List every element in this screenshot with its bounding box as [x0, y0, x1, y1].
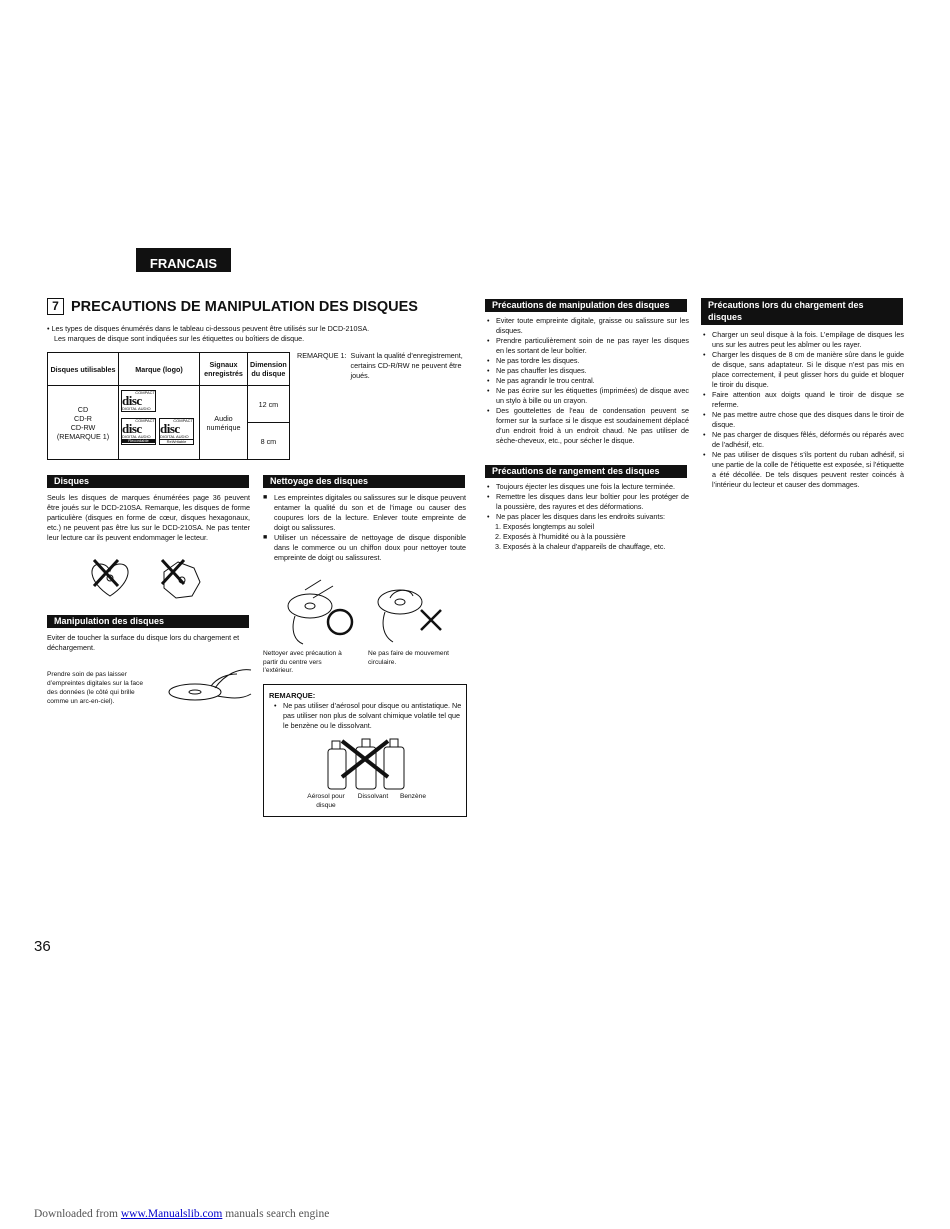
remarque-text: • Ne pas utiliser d’aérosol pour disque ou antistatique. Ne pas utiliser non plus de solvant chimique volatile tel que le benzène ou le dissolvant.: [283, 701, 464, 731]
place-item: 3. Exposés à la chaleur d’appareils de chauffage, etc.: [495, 542, 666, 551]
caption-ok: Nettoyer avec précaution à partir du centre vers l’extérieur.: [263, 650, 342, 674]
note-1: [297, 351, 467, 381]
ng-cross-icon: [421, 610, 441, 630]
download-footer: [34, 1208, 329, 1220]
benzene-bottle-icon: [384, 747, 404, 789]
logo-digital-audio-text: DIGITAL AUDIO: [160, 434, 189, 439]
label-benzene: Benzène: [399, 793, 426, 800]
label-dissolvant: Dissolvant: [357, 793, 389, 800]
logo-cell: [119, 386, 200, 460]
section-title-text: PRECAUTIONS DE MANIPULATION DES DISQUES: [71, 298, 418, 315]
signal-cell: Audio numérique: [200, 386, 248, 460]
logo-digital-audio-text: DIGITAL AUDIO: [122, 434, 151, 439]
size-cell: 8 cm: [248, 423, 290, 460]
page-number: 36: [34, 938, 51, 955]
hand-holding-disc-illustration: [165, 660, 253, 706]
place-item: 2. Exposés à l’humidité ou à la poussière: [495, 532, 626, 541]
aerosol-can-icon: [328, 749, 346, 789]
cross-icon: [342, 741, 388, 777]
list-item: • Remettre les disques dans leur boîtier pour les protéger de la poussière, des rayures et des déformations.: [496, 492, 689, 512]
prec-manip-list: [485, 316, 689, 446]
logo-compact-text: COMPACT: [173, 418, 193, 423]
footer-prefix: Downloaded from: [34, 1208, 118, 1220]
cross-icon: [94, 560, 118, 586]
list-item: • Ne pas mettre autre chose que des disques dans le tiroir de disque.: [712, 410, 904, 430]
remarque-box: [263, 684, 467, 817]
manipulation-text: Eviter de toucher la surface du disque lors du chargement et déchargement.: [47, 633, 240, 652]
manualslib-link[interactable]: www.Manualslib.com: [120, 1208, 223, 1220]
list-item: • Eviter toute empreinte digitale, graisse ou salissure sur les disques.: [496, 316, 689, 336]
solvent-bottles-illustration: [326, 737, 408, 793]
manipulation-heading: Manipulation des disques: [47, 615, 249, 628]
list-item: • Ne pas agrandir le trou central.: [496, 376, 689, 386]
section-title: [47, 298, 477, 315]
list-item: • Ne pas chauffer les disques.: [496, 366, 689, 376]
disc-type: CD-R: [74, 413, 92, 423]
place-item: 1. Exposés longtemps au soleil: [495, 522, 595, 531]
compact-disc-rewritable-logo: [159, 418, 194, 445]
note-1-text: Suivant la qualité d’enregistrement, certains CD-R/RW ne peuvent être joués.: [350, 351, 463, 380]
cross-icon: [162, 560, 184, 584]
logo-disc-text: disc: [122, 421, 142, 436]
logo-disc-text: disc: [122, 393, 142, 408]
table-header: Dimension du disque: [248, 353, 290, 386]
note-1-label: REMARQUE 1:: [297, 351, 347, 360]
list-item: • Toujours éjecter les disques une fois la lecture terminée.: [496, 482, 689, 492]
logo-rewritable-text: ReWritable: [160, 439, 193, 444]
section-intro: [47, 324, 467, 344]
footer-suffix: manuals search engine: [225, 1208, 330, 1220]
prec-rangement-list: [485, 482, 689, 552]
table-header: Signaux enregistrés: [200, 353, 248, 386]
discs-cell: [48, 386, 119, 460]
section-number: 7: [47, 298, 64, 315]
ok-circle-icon: [328, 610, 352, 634]
nettoyage-list: [263, 493, 466, 563]
logo-recordable-text: Recordable: [122, 439, 155, 443]
list-item: • Ne pas placer les disques dans les endroits suivants:: [496, 512, 689, 522]
nettoyage-heading: Nettoyage des disques: [263, 475, 465, 488]
disc-table: [47, 352, 290, 460]
language-tab: FRANCAIS: [136, 248, 231, 272]
prec-rangement-heading: Précautions de rangement des disques: [485, 465, 687, 478]
prec-chargement-heading: Précautions lors du chargement des disques: [701, 298, 903, 325]
logo-disc-text: disc: [160, 421, 180, 436]
intro-line-2: Les marques de disque sont indiquées sur les étiquettes ou boîtiers de disque.: [54, 334, 305, 343]
disques-heading: Disques: [47, 475, 249, 488]
prec-chargement-list: [701, 330, 904, 490]
label-aerosol: Aérosol pour disque: [307, 793, 345, 809]
remarque-heading: REMARQUE:: [269, 691, 316, 700]
list-item: • Ne pas utiliser de disques s’ils portent du ruban adhésif, si une partie de la colle de l’étiquette est exposée, si l’étiquette a été décollée. De tels disques peuvent rester coincés à l’intérieur du lecteur et causer des dommages.: [712, 450, 904, 490]
intro-line-1: • Les types de disques énumérés dans le tableau ci-dessous peuvent être utilisés sur le DCD-210SA.: [47, 324, 370, 333]
list-item: • Faire attention aux doigts quand le tiroir de disque se referme.: [712, 390, 904, 410]
logo-compact-text: COMPACT: [135, 390, 155, 395]
table-header: Disques utilisables: [48, 353, 119, 386]
disques-text: Seuls les disques de marques énumérées page 36 peuvent être joués sur le DCD-210SA. Remarque, les disques de forme particulière (disques en forme de cœur, disques hexagonaux, etc.) ne peuvent pas être lus sur le DCD-210SA. Ne pas tenter leur lecture car ils peuvent endommager le lecteur.: [47, 493, 250, 542]
prec-manip-heading: Précautions de manipulation des disques: [485, 299, 687, 312]
list-item: ■ Utiliser un nécessaire de nettoyage de disque disponible dans le commerce ou un chiffon doux pour nettoyer toute empreinte de doigt ou salissurest.: [274, 533, 466, 563]
list-item: ■ Les empreintes digitales ou salissures sur le disque peuvent entamer la qualité du son et de l’image ou causer des coupures lors de la lecture. Enlever toute empreinte de doigt ou salissures.: [274, 493, 466, 533]
shaped-discs-illustration: [80, 556, 210, 602]
list-item: • Charger les disques de 8 cm de manière sûre dans le guide de disque, sans adaptateur. Si le disque n’est pas mis en place correctement, il peut glisser hors du guide et bloquer le tiroir du disque.: [712, 350, 904, 390]
caption-ng: Ne pas faire de mouvement circulaire.: [368, 650, 449, 666]
list-item: • Des gouttelettes de l’eau de condensation peuvent se former sur la surface si le disque est soudainement déplacé d’un endroit froid à un endroit chaud. Ne pas utiliser de sèche-cheveux, etc., pour sécher le disque.: [496, 406, 689, 446]
disc-type: CD: [77, 404, 89, 414]
size-cell: 12 cm: [248, 386, 290, 423]
disc-type: CD-RW: [70, 422, 96, 432]
list-item: • Ne pas écrire sur les étiquettes (imprimées) de disque avec un stylo à bille ou un crayon.: [496, 386, 689, 406]
logo-digital-audio-text: DIGITAL AUDIO: [122, 406, 151, 411]
list-item: • Ne pas tordre les disques.: [496, 356, 689, 366]
list-item: • Ne pas charger de disques fêlés, déformés ou réparés avec de l’adhésif, etc.: [712, 430, 904, 450]
disc-type: (REMARQUE 1): [56, 431, 110, 441]
cleaning-illustration: [285, 576, 460, 646]
compact-disc-recordable-logo: [121, 418, 156, 445]
compact-disc-logo: [121, 390, 156, 412]
list-item: • Charger un seul disque à la fois. L’empilage de disques les uns sur les autres peut les abîmer ou les rayer.: [712, 330, 904, 350]
logo-compact-text: COMPACT: [135, 418, 155, 423]
list-item: • Prendre particulièrement soin de ne pas rayer les disques en les sortant de leur boîtier.: [496, 336, 689, 356]
table-header: Marque (logo): [119, 353, 200, 386]
manipulation-caption: Prendre soin de pas laisser d’empreintes digitales sur la face des données (le côté qui brille comme un arc-en-ciel).: [47, 671, 144, 705]
